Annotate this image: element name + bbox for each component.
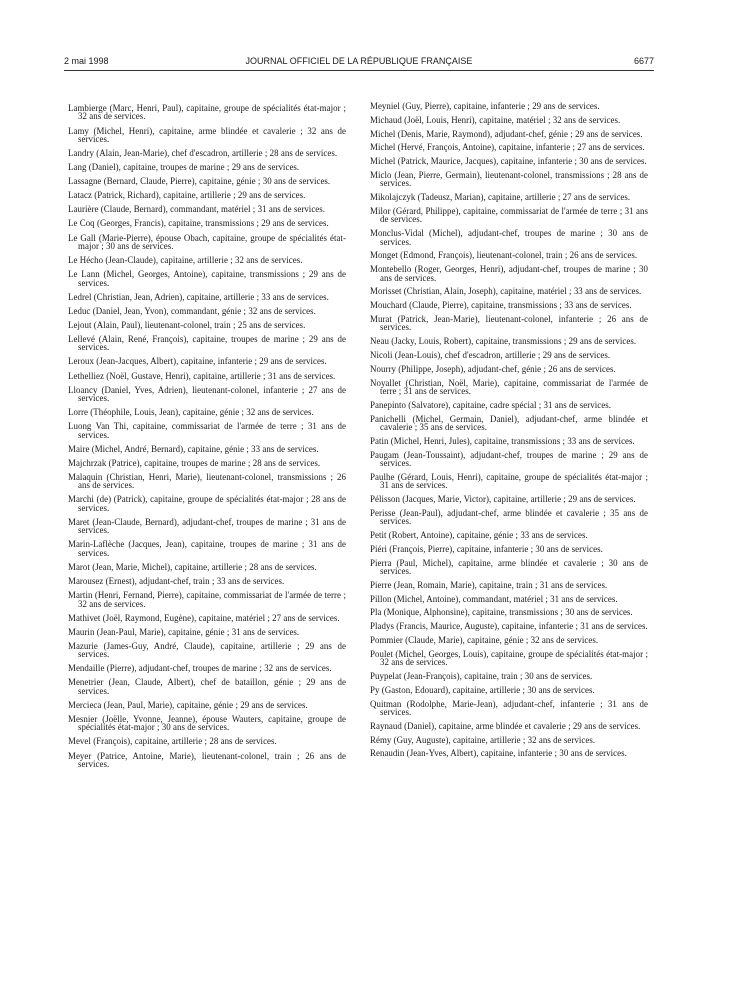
list-item: Maurin (Jean-Paul, Marie), capitaine, génie ; 31 ans de services. [68,626,300,637]
list-item: Mercieca (Jean, Paul, Marie), capitaine, génie ; 29 ans de services. [68,699,308,710]
list-item: Mesnier (Joëlle, Yvonne, Jeanne), épouse Wauters, capitaine, groupe de spécialités état-major ; 30 ans de services. [68,713,346,733]
list-item: Paugam (Jean-Toussaint), adjudant-chef, troupes de marine ; 29 ans de services. [370,449,648,468]
list-item: Pla (Monique, Alphonsine), capitaine, transmissions ; 30 ans de services. [370,607,633,618]
list-item: Meyer (Patrice, Antoine, Marie), lieutenant-colonel, train ; 26 ans de services. [68,750,346,769]
list-item: Michel (Hervé, François, Antoine), capitaine, infanterie ; 27 ans de services. [370,142,645,153]
page-header [64,54,654,68]
list-item: Quitman (Rodolphe, Marie-Jean), adjudant-chef, infanterie ; 31 ans de services. [370,698,648,717]
list-item: Leduc (Daniel, Jean, Yvon), commandant, génie ; 32 ans de services. [68,305,316,316]
list-item: Landry (Alain, Jean-Marie), chef d'escadron, artillerie ; 28 ans de services. [68,148,338,158]
list-item: Le Gall (Marie-Pierre), épouse Obach, capitaine, groupe de spécialités état-major ; 30 ans de services. [68,232,346,251]
list-item: Michel (Denis, Marie, Raymond), adjudant-chef, génie ; 29 ans de services. [370,128,643,139]
list-item: Py (Gaston, Edouard), capitaine, artillerie ; 30 ans de services. [370,684,595,695]
list-item: Lambierge (Marc, Henri, Paul), capitaine, groupe de spécialités état-major ; 32 ans de services. [68,103,346,122]
list-item: Panepinto (Salvatore), capitaine, cadre spécial ; 31 ans de services. [370,399,612,410]
list-item: Montebello (Roger, Georges, Henri), adjudant-chef, troupes de marine ; 30 ans de services. [370,264,648,283]
right-column [370,102,648,763]
list-item: Patin (Michel, Henri, Jules), capitaine, transmissions ; 33 ans de services. [370,435,635,446]
header-rule [64,70,654,71]
issue-date: 2 mai 1998 [64,56,109,66]
list-item: Lloancy (Daniel, Yves, Adrien), lieutenant-colonel, infanterie ; 27 ans de services. [68,384,346,404]
list-item: Marchi (de) (Patrick), capitaine, groupe de spécialités état-major ; 28 ans de services. [68,494,346,513]
list-item: Puypelat (Jean-François), capitaine, train ; 30 ans de services. [370,670,593,681]
list-item: Milor (Gérard, Philippe), capitaine, commissariat de l'armée de terre ; 31 ans de services. [370,205,648,225]
list-item: Pierre (Jean, Romain, Marie), capitaine, train ; 31 ans de services. [370,579,608,590]
list-item: Le Hécho (Jean-Claude), capitaine, artillerie ; 32 ans de services. [68,255,303,266]
list-item: Paulhe (Gérard, Louis, Henri), capitaine, groupe de spécialités état-major ; 31 ans de services. [370,471,648,491]
list-item: Petit (Robert, Antoine), capitaine, génie ; 33 ans de services. [370,529,588,540]
list-item: Majchrzak (Patrice), capitaine, troupes de marine ; 28 ans de services. [68,457,321,468]
list-item: Rémy (Guy, Auguste), capitaine, artillerie ; 32 ans de services. [370,734,596,745]
list-item: Menetrier (Jean, Claude, Albert), chef de bataillon, génie ; 29 ans de services. [68,677,346,696]
list-item: Luong Van Thi, capitaine, commissariat de l'armée de terre ; 31 ans de services. [68,421,346,440]
list-item: Panichelli (Michel, Germain, Daniel), adjudant-chef, arme blindée et cavalerie ; 35 ans de services. [370,413,648,432]
list-item: Lellevé (Alain, René, François), capitaine, troupes de marine ; 29 ans de services. [68,333,346,353]
list-item: Michel (Patrick, Maurice, Jacques), capitaine, infanterie ; 30 ans de services. [370,156,647,167]
list-item: Piéri (François, Pierre), capitaine, infanterie ; 30 ans de services. [370,543,603,554]
list-item: Malaquin (Christian, Henri, Marie), lieutenant-colonel, transmissions ; 26 ans de services. [68,471,346,491]
list-item: Martin (Henri, Fernand, Pierre), capitaine, commissariat de l'armée de terre ; 32 ans de services. [68,590,346,609]
list-item: Lamy (Michel, Henri), capitaine, arme blindée et cavalerie ; 32 ans de services. [68,125,346,144]
list-item: Monclus-Vidal (Michel), adjudant-chef, troupes de marine ; 30 ans de services. [370,228,648,247]
list-item: Le Lann (Michel, Georges, Antoine), capitaine, transmissions ; 29 ans de services. [68,269,346,288]
list-item: Marousez (Ernest), adjudant-chef, train ; 33 ans de services. [68,576,285,586]
list-item: Renaudin (Jean-Yves, Albert), capitaine, infanterie ; 30 ans de services. [370,748,627,759]
list-item: Michaud (Joël, Louis, Henri), capitaine, matériel ; 32 ans de services. [370,114,621,125]
list-item: Neau (Jacky, Louis, Robert), capitaine, transmissions ; 29 ans de services. [370,336,637,347]
list-item: Laurière (Claude, Bernard), commandant, matériel ; 31 ans de services. [68,204,326,215]
list-item: Poulet (Michel, Georges, Louis), capitaine, groupe de spécialités état-major ; 32 ans de services. [370,648,648,668]
list-item: Perisse (Jean-Paul), adjudant-chef, arme blindée et cavalerie ; 35 ans de services. [370,507,648,527]
list-item: Le Coq (Georges, Francis), capitaine, transmissions ; 29 ans de services. [68,218,329,229]
page-number: 6677 [633,56,654,66]
list-item: Mathivet (Joël, Raymond, Eugène), capitaine, matériel ; 27 ans de services. [68,612,340,623]
list-item: Maire (Michel, André, Bernard), capitaine, génie ; 33 ans de services. [68,443,319,454]
list-item: Marot (Jean, Marie, Michel), capitaine, artillerie ; 28 ans de services. [68,561,317,572]
list-item: Lang (Daniel), capitaine, troupes de marine ; 29 ans de services. [68,162,300,173]
list-item: Pillon (Michel, Antoine), commandant, matériel ; 31 ans de services. [370,593,618,604]
list-item: Murat (Patrick, Jean-Marie), lieutenant-colonel, infanterie ; 26 ans de services. [370,313,648,333]
list-item: Lethelliez (Noël, Gustave, Henri), capitaine, artillerie ; 31 ans de services. [68,370,336,381]
list-item: Mevel (François), capitaine, artillerie ; 28 ans de services. [68,736,277,747]
list-item: Ledrel (Christian, Jean, Adrien), capitaine, artillerie ; 33 ans de services. [68,291,329,302]
list-item: Raynaud (Daniel), capitaine, arme blindée et cavalerie ; 29 ans de services. [370,720,641,731]
list-item: Pommier (Claude, Marie), capitaine, génie ; 32 ans de services. [370,634,599,645]
left-column [68,104,346,774]
list-item: Lorre (Théophile, Louis, Jean), capitaine, génie ; 32 ans de services. [68,407,314,418]
list-item: Leroux (Jean-Jacques, Albert), capitaine, infanterie ; 29 ans de services. [68,356,327,367]
list-item: Nourry (Philippe, Joseph), adjudant-chef, génie ; 26 ans de services. [370,363,616,374]
list-item: Lassagne (Bernard, Claude, Pierre), capitaine, génie ; 30 ans de services. [68,176,331,187]
list-item: Maret (Jean-Claude, Bernard), adjudant-chef, troupes de marine ; 31 ans de services. [68,516,346,536]
list-item: Mendaille (Pierre), adjudant-chef, troupes de marine ; 32 ans de services. [68,663,332,674]
journal-title: JOURNAL OFFICIEL DE LA RÉPUBLIQUE FRANÇAISE [245,56,473,66]
list-item: Latacz (Patrick, Richard), capitaine, artillerie ; 29 ans de services. [68,190,306,201]
list-item: Pierra (Paul, Michel), capitaine, arme blindée et cavalerie ; 30 ans de services. [370,557,648,576]
list-item: Mouchard (Claude, Pierre), capitaine, transmissions ; 33 ans de services. [370,300,632,311]
list-item: Mazurie (James-Guy, André, Claude), capitaine, artillerie ; 29 ans de services. [68,640,346,660]
list-item: Meyniel (Guy, Pierre), capitaine, infanterie ; 29 ans de services. [370,101,600,111]
list-item: Miclo (Jean, Pierre, Germain), lieutenant-colonel, transmissions ; 28 ans de services. [370,169,648,189]
list-item: Marin-Laflèche (Jacques, Jean), capitaine, troupes de marine ; 31 ans de services. [68,539,346,558]
list-item: Morisset (Christian, Alain, Joseph), capitaine, matériel ; 33 ans de services. [370,286,642,297]
list-item: Pélisson (Jacques, Marie, Victor), capitaine, artillerie ; 29 ans de services. [370,493,636,504]
list-item: Noyallet (Christian, Noël, Marie), capitaine, commissariat de l'armée de terre ; 31 ans de services. [370,377,648,396]
list-item: Mikolajczyk (Tadeusz, Marian), capitaine, artillerie ; 27 ans de services. [370,192,631,203]
list-item: Nicoli (Jean-Louis), chef d'escadron, artillerie ; 29 ans de services. [370,349,611,360]
list-item: Pladys (Francis, Maurice, Auguste), capitaine, infanterie ; 31 ans de services. [370,621,648,632]
list-item: Lejout (Alain, Paul), lieutenant-colonel, train ; 25 ans de services. [68,319,306,330]
list-item: Monget (Edmond, François), lieutenant-colonel, train ; 26 ans de services. [370,250,638,261]
